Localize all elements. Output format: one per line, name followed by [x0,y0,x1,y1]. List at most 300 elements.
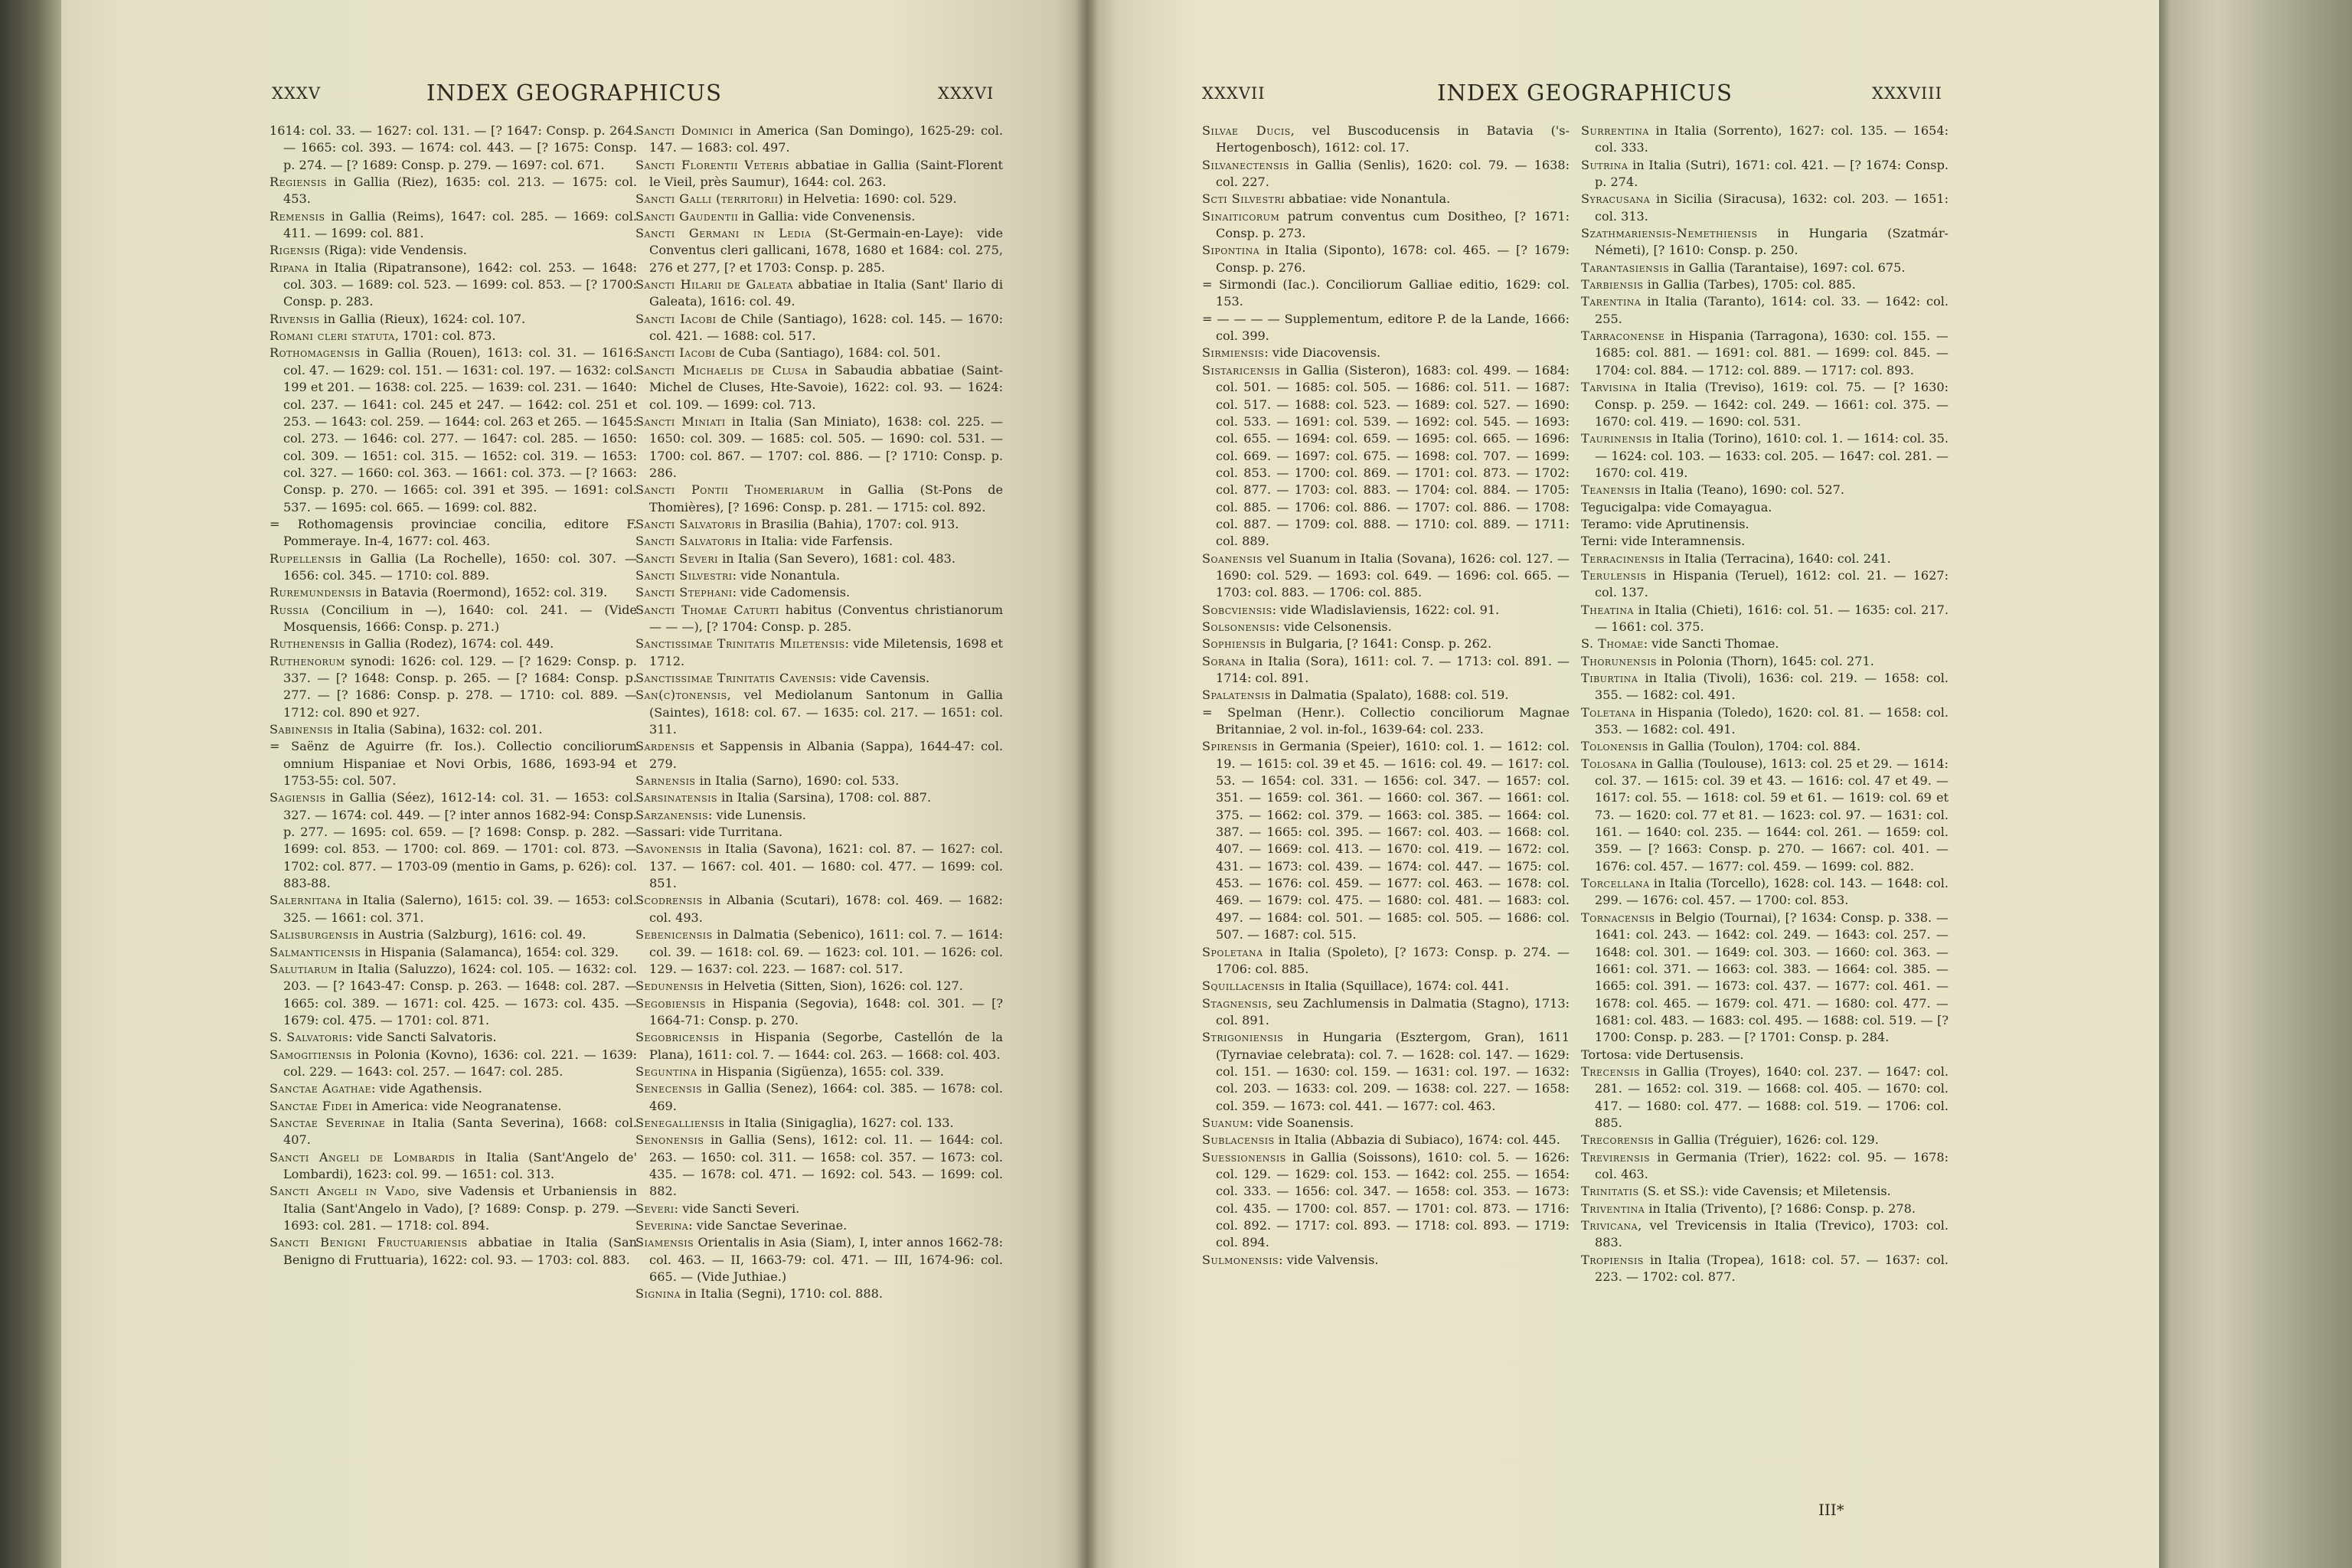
entry-headword: Scti Silvestri [1202,191,1285,207]
entry-headword: Triventina [1581,1200,1645,1216]
entry-text: Sassari: vide Turritana. [635,825,783,840]
entry-text: in Helvetia (Sitten, Sion), 1626: col. 127. [703,978,963,994]
entry-text: : vide Agathensis. [371,1081,482,1096]
index-entry [1581,122,1949,157]
entry-text: in Italia (Chieti), 1616: col. 51. — 1635: col. 217. — 1661: col. 375. [1595,602,1949,634]
entry-headword: Siamensis [635,1235,694,1250]
entry-headword: Sancti Salvatoris [635,534,742,549]
entry-text: in Sabaudia abbatiae (Saint-Michel de Cluses, Hte-Savoie), 1622: col. 93. — 1624: col. 109. — 1699: col. 713. [649,362,1003,412]
index-entry [635,773,1003,789]
index-entry [635,635,1003,670]
index-entry [1202,208,1570,243]
entry-headword: Trecorensis [1581,1132,1655,1148]
index-entry [270,516,637,550]
entry-headword: Trivicana [1581,1218,1638,1233]
entry-text: in Gallia (Troyes), 1640: col. 237. — 1647: col. 281. — 1652: col. 319. — 1668: col. 405. — 1670: col. 417. — 1680: col. 477. — 1688: col. 519. — 1706: col. 885. [1595,1063,1949,1130]
entry-headword: Sistaricensis [1202,362,1281,377]
entry-headword: Sancti Galli (territorii) [635,191,784,207]
entry-text: in Gallia (Sisteron), 1683: col. 499. — 1684: col. 501. — 1685: col. 505. — 1686: col. 511. — 1687: col. 517. — 1688: col. 523. — 1689: col. 527. — 1690: col. 533. — 1691: col. 539. — 1692: col. 545. — 1693: col. 655. — 1694: col. 659. — 1695: col. 665. — 1696: col. 669. — 1697: col. 675. — 1698: col. 707. — 1699: col. 853. — 1700: col. 869. — 1701: col. 873. — 1702: col. 877. — 1703: col. 883. — 1704: col. 884. — 1705: col. 885. — 1706: col. 886. — 1707: col. 886. — 1708: col. 887. — 1709: col. 888. — 1710: col. 889. — 1711: col. 889. [1216,362,1570,549]
index-entry [635,1234,1003,1285]
entry-headword: Sancti Gaudentii [635,208,739,224]
entry-text: in Dalmatia (Sebenico), 1611: col. 7. — 1614: col. 39. — 1618: col. 69. — 1623: col. 101. — 1626: col. 129. — 1637: col. 223. — 1687: col. 517. [649,927,1003,976]
entry-text: (St-Germain-en-Laye): vide Conventus cleri gallicani, 1678, 1680 et 1684: col. 275, 276 et 277, [? et 1703: Consp. p. 285. [649,226,1003,275]
index-entry [1581,260,1949,276]
entry-text: in Italia (Ripatransone), 1642: col. 253. — 1648: col. 303. — 1689: col. 523. — 1699: col. 853. — [? 1700: Consp. p. 283. [283,260,637,309]
entry-headword: Sagiensis [270,790,326,805]
index-entry [1581,293,1949,328]
entry-text: in Italia (Salerno), 1615: col. 39. — 1653: col. 325. — 1661: col. 371. [283,893,637,925]
entry-text: in Gallia (St-Pons de Thomières), [? 1696: Consp. p. 281. — 1715: col. 892. [649,482,1003,514]
entry-text: = Saënz de Aguirre (fr. Ios.). Collectio conciliorum omnium Hispaniae et Novi Orbis, 1686, 1693-94 et 1753-55: col. 507. [270,739,637,789]
entry-headword: Thorunensis [1581,653,1658,668]
entry-text: in Gallia (Tarantaise), 1697: col. 675. [1669,260,1906,275]
index-entry [635,311,1003,345]
entry-headword: Sancti Iacobi [635,345,716,361]
entry-headword: Russia [270,602,309,617]
entry-text: in Austria (Salzburg), 1616: col. 49. [358,927,586,942]
index-entry [635,995,1003,1030]
entry-headword: Terracinensis [1581,550,1665,566]
entry-headword: Senegalliensis [635,1115,725,1130]
index-entry [635,738,1003,773]
entry-headword: Surrentina [1581,123,1649,138]
index-entry [1202,191,1570,207]
entry-headword: Sancti Iacobi [635,311,717,326]
left-page-title: INDEX GEOGRAPHICUS [426,80,722,106]
entry-text: in Gallia: vide Convenensis. [738,208,916,224]
entry-text: : vide Sancti Salvatoris. [348,1030,497,1045]
entry-text: in Italia (Segni), 1710: col. 888. [681,1286,883,1302]
index-entry [1581,756,1949,875]
index-entry [1202,242,1570,276]
index-entry [1581,225,1949,260]
entry-text: in Gallia (Senez), 1664: col. 385. — 1678: col. 469. [649,1081,1003,1113]
entry-headword: Tarantasiensis [1581,260,1670,275]
entry-headword: Ruthenensis [270,636,345,652]
entry-text: : vide Nonantula. [732,567,841,583]
entry-headword: S. Thomae [1581,636,1644,652]
entry-headword: Severi [635,1200,675,1216]
index-entry [270,345,637,515]
entry-text: , vel Trevicensis in Italia (Trevico), 1703: col. 883. [1595,1218,1949,1250]
index-entry [635,122,1003,157]
index-entry [270,328,637,345]
index-entry [270,944,637,961]
index-entry [635,1217,1003,1234]
entry-headword: Tiburtina [1581,671,1638,685]
index-entry [1581,1200,1949,1217]
entry-text: : vide Miletensis, 1698 et 1712. [649,636,1003,668]
entry-text: in Italia (Trivento), [? 1686: Consp. p. 278. [1645,1200,1916,1216]
index-entry [270,892,637,926]
entry-headword: Trinitatis [1581,1184,1639,1199]
entry-headword: Sulmonensis [1202,1252,1279,1267]
entry-headword: Remensis [270,208,325,224]
entry-text: = — — — — Supplementum, editore P. de la Lande, 1666: col. 399. [1202,311,1570,344]
entry-text: in Gallia (Rieux), 1624: col. 107. [319,311,526,326]
entry-text: de Chile (Santiago), 1628: col. 145. — 1670: col. 421. — 1688: col. 517. [649,311,1003,344]
entry-headword: Sanctae Fidei [270,1098,353,1113]
entry-headword: Sedunensis [635,978,704,994]
entry-headword: Tolosana [1581,756,1638,771]
entry-headword: Sanctissimae Trinitatis Cavensis [635,671,832,685]
index-entry [635,482,1003,516]
right-page-column-2 [1581,122,1949,1285]
entry-headword: Solsonensis [1202,619,1276,634]
entry-headword: Rothomagensis [270,345,361,361]
entry-headword: Rigensis [270,243,321,258]
index-entry [635,345,1003,361]
index-entry [270,961,637,1029]
entry-text: in Germania (Trier), 1622: col. 95. — 1678: col. 463. [1595,1149,1949,1181]
index-entry [635,602,1003,636]
entry-text: Teramo: vide Aprutinensis. [1581,516,1749,531]
entry-text: in Italia (Sutri), 1671: col. 421. — [? 1674: Consp. p. 274. [1595,157,1949,190]
entry-text: (S. et SS.): vide Cavensis; et Miletensis. [1638,1184,1891,1199]
index-entry [1581,1183,1949,1200]
index-entry [1202,550,1570,602]
entry-text: in Italia (Teano), 1690: col. 527. [1640,482,1844,498]
entry-text: in Italia (Taranto), 1614: col. 33. — 1642: col. 255. [1595,294,1949,326]
index-entry [270,242,637,259]
entry-headword: Salernitana [270,893,342,908]
entry-headword: Sipontina [1202,243,1260,258]
entry-headword: Salmanticensis [270,944,361,959]
entry-text: in Italia (Abbazia di Subiaco), 1674: col. 445. [1274,1132,1560,1148]
book-cover-right [2159,0,2352,1568]
entry-text: in Gallia (Tarbes), 1705: col. 885. [1643,277,1856,292]
entry-headword: Regiensis [270,175,327,190]
index-entry [270,174,637,208]
entry-headword: Trecensis [1581,1063,1641,1079]
entry-text: in Italia (Tropea), 1618: col. 57. — 1637: col. 223. — 1702: col. 877. [1595,1252,1949,1285]
entry-headword: Sancti Severi [635,550,718,566]
entry-headword: Sublacensis [1202,1132,1275,1148]
index-entry [1581,379,1949,430]
entry-text: in Italia (Sarno), 1690: col. 533. [695,773,900,789]
entry-text: in Hispania (Segorbe, Castellón de la Plana), 1611: col. 7. — 1644: col. 263. — 1668: col. 403. [649,1030,1003,1062]
entry-text: : vide Diacovensis. [1264,345,1381,361]
entry-headword: Samogitiensis [270,1047,352,1062]
index-entry [635,1132,1003,1200]
index-entry [635,276,1003,311]
entry-headword: Sirmiensis [1202,345,1265,361]
index-entry [270,550,637,585]
index-entry [635,225,1003,276]
index-entry [1202,995,1570,1030]
index-entry [635,841,1003,892]
index-entry [635,533,1003,550]
entry-headword: Sinaiticorum [1202,208,1280,224]
index-entry [1581,1217,1949,1252]
index-entry [1581,191,1949,225]
index-entry [635,567,1003,584]
entry-headword: Silvanectensis [1202,157,1289,172]
index-entry [1202,1115,1570,1132]
entry-text: in Gallia (Riez), 1635: col. 213. — 1675: col. 453. [283,175,637,207]
index-entry [1581,1047,1949,1063]
entry-text: in Italia (Terracina), 1640: col. 241. [1664,550,1891,566]
entry-text: in America: vide Neogranatense. [352,1098,562,1113]
index-entry [1202,738,1570,943]
entry-text: Terni: vide Interamnensis. [1581,534,1746,549]
index-entry [270,1115,637,1149]
index-entry [270,1098,637,1115]
entry-text: in Polonia (Kovno), 1636: col. 221. — 1639: col. 229. — 1643: col. 257. — 1647: col. 285. [283,1047,637,1079]
index-entry [270,1029,637,1046]
entry-text: in Bulgaria, [? 1641: Consp. p. 262. [1266,636,1492,652]
entry-headword: Tarraconense [1581,328,1665,344]
entry-text: in Gallia (Séez), 1612-14: col. 31. — 1653: col. 327. — 1674: col. 449. — [? inter annos 1682-94: Consp. p. 277. — 1695: col. 659. — [? 1698: Consp. p. 282. — 1699: col. 853. — 1700: col. 869. — 1701: col. 873. — 1702: col. 877. — 1703-09 (mentio in Gams, p. 626): col. 883-88. [283,790,637,891]
entry-headword: Tropiensis [1581,1252,1644,1267]
entry-text: in Belgio (Tournai), [? 1634: Consp. p. 338. — 1641: col. 243. — 1642: col. 249. — 1643: col. 257. — 1648: col. 301. — 1649: col. 303. — 1660: col. 363. — 1661: col. 371. — 1663: col. 383. — 1664: col. 385. — 1665: col. 391. — 1673: col. 437. — 1677: col. 461. — 1678: col. 465. — 1679: col. 471. — 1680: col. 477. — 1681: col. 483. — 1683: col. 495. — 1688: col. 519. — [? 1700: Consp. p. 283. — [? 1701: Consp. p. 284. [1595,910,1949,1045]
index-entry [635,208,1003,225]
entry-text: in Italia (Torcello), 1628: col. 143. — 1648: col. 299. — 1676: col. 457. — 1700: col. 853. [1595,876,1949,908]
entry-text: in Italia (Santa Severina), 1668: col. 407. [283,1115,637,1148]
index-entry [635,789,1003,806]
index-entry [270,1149,637,1184]
entry-headword: Torcellana [1581,876,1650,891]
index-entry [270,1047,637,1081]
index-entry [635,807,1003,824]
index-entry [1202,1149,1570,1252]
entry-headword: Romani cleri statuta [270,328,395,344]
entry-text: in Gallia (Toulouse), 1613: col. 25 et 29. — 1614: col. 37. — 1615: col. 39 et 43. — 1616: col. 47 et 49. — 1617: col. 55. — 1618: col. 59 et 61. — 1619: col. 69 et 73. — 1620: col. 77 et 81. — 1623: col. 97. — 1631: col. 161. — 1640: col. 235. — 1644: col. 261. — 1659: col. 359. — [? 1663: Consp. p. 270. — 1667: col. 401. — 1676: col. 457. — 1677: col. 459. — 1699: col. 882. [1595,756,1949,874]
entry-headword: Squillacensis [1202,978,1285,994]
entry-headword: Salisburgensis [270,927,359,942]
entry-headword: Trevirensis [1581,1149,1651,1165]
entry-text: in Hispania (Segovia), 1648: col. 301. — [? 1664-71: Consp. p. 270. [649,995,1003,1027]
index-entry [270,602,637,636]
index-entry [635,978,1003,995]
right-page [1087,0,2159,1568]
entry-headword: Senonensis [635,1132,704,1148]
index-entry [1202,345,1570,361]
entry-headword: Sutrina [1581,157,1628,172]
entry-text: : vide Celsonensis. [1276,619,1392,634]
index-entry [635,413,1003,482]
entry-text: et Sappensis in Albania (Sappa), 1644-47: col. 279. [649,739,1003,771]
index-entry [635,584,1003,601]
index-entry [1581,704,1949,739]
signature-mark: III* [1818,1501,1844,1519]
entry-text: 1614: col. 33. — 1627: col. 131. — [? 1647: Consp. p. 264. — 1665: col. 393. — 1674: col. 443. — [? 1675: Consp. p. 274. — [? 1689: Consp. p. 279. — 1697: col. 671. [270,123,637,172]
index-entry [1581,516,1949,533]
index-entry [1202,1132,1570,1148]
entry-headword: Sancti Michaelis de Clusa [635,362,808,377]
index-entry [1581,875,1949,910]
index-entry [1202,687,1570,704]
index-entry [270,1080,637,1097]
entry-headword: Scodrensis [635,893,703,908]
index-entry [1202,635,1570,652]
left-page-number: XXXV [272,84,322,103]
entry-text: in Italia (Sinigaglia), 1627: col. 133. [724,1115,954,1130]
entry-headword: Sancti Salvatoris [635,516,742,531]
entry-text: (Concilium in —), 1640: col. 241. — (Vide Mosquensis, 1666: Consp. p. 271.) [283,602,637,634]
entry-text: in Italia (San Miniato), 1638: col. 225. — 1650: col. 309. — 1685: col. 505. — 1690: col. 531. — 1700: col. 867. — 1707: col. 886. — [? 1710: Consp. p. 286. [649,413,1003,480]
entry-text: in Hungaria (Esztergom, Gran), 1611 (Tyrnaviae celebrata): col. 7. — 1628: col. 147. — 1629: col. 151. — 1630: col. 159. — 1631: col. 197. — 1632: col. 203. — 1633: col. 209. — 1638: col. 227. — 1658: col. 359. — 1673: col. 441. — 1677: col. 463. [1216,1030,1570,1113]
entry-headword: Soanensis [1202,550,1263,566]
entry-text: abbatiae in Gallia (Saint-Florent le Vieil, près Saumur), 1644: col. 263. [649,157,1003,190]
index-entry [1581,1132,1949,1148]
entry-headword: Sabinensis [270,722,334,737]
index-entry [1581,1252,1949,1286]
index-entry [635,1200,1003,1217]
entry-text: in Italia (Sant'Angelo de' Lombardi), 1623: col. 99. — 1651: col. 313. [283,1149,637,1181]
index-entry [1202,311,1570,345]
index-entry [270,584,637,601]
index-entry [1581,602,1949,636]
entry-headword: Tarvisina [1581,380,1637,395]
left-page-header [61,80,1087,110]
index-entry [270,260,637,311]
entry-text: : vide Cavensis. [831,671,930,685]
entry-headword: Theatina [1581,602,1634,617]
entry-text: in Gallia (Rodez), 1674: col. 449. [345,636,554,652]
entry-text: in America (San Domingo), 1625-29: col. 147. — 1683: col. 497. [649,123,1003,155]
index-entry [635,362,1003,413]
entry-text: : vide Sanctae Severinae. [688,1218,848,1233]
entry-headword: Sancti Angeli in Vado [270,1184,416,1199]
index-entry [1202,122,1570,157]
index-entry [635,550,1003,567]
entry-text: : vide Wladislaviensis, 1622: col. 91. [1272,602,1500,617]
entry-headword: Sancti Pontii Thomeriarum [635,482,825,498]
entry-text: in Gallia (La Rochelle), 1650: col. 307. — 1656: col. 345. — 1710: col. 889. [283,550,637,583]
index-entry [1202,362,1570,550]
entry-headword: Tolonensis [1581,739,1648,754]
entry-text: in Sicilia (Siracusa), 1632: col. 203. — 1651: col. 313. [1595,191,1949,224]
index-entry [1581,910,1949,1047]
entry-headword: San(c)tonensis [635,688,727,703]
entry-headword: Salutiarum [270,961,338,976]
entry-text: Tortosa: vide Dertusensis. [1581,1047,1744,1062]
entry-text: = Rothomagensis provinciae concilia, editore F. Pommeraye. In-4, 1677: col. 463. [270,516,637,549]
index-entry [1581,482,1949,498]
index-entry [1581,567,1949,602]
entry-headword: Suanum [1202,1115,1250,1130]
entry-text: in Helvetia: 1690: col. 529. [783,191,957,207]
entry-text: in Italia (Torino), 1610: col. 1. — 1614: col. 35. — 1624: col. 103. — 1633: col. 205. — 1647: col. 281. — 1670: col. 419. [1595,431,1949,480]
entry-headword: Tornacensis [1581,910,1655,925]
entry-text: in Italia (Squillace), 1674: col. 441. [1285,978,1509,994]
entry-text: in Hispania (Salamanca), 1654: col. 329. [361,944,619,959]
entry-headword: Sancti Angeli de Lombardis [270,1149,456,1165]
index-entry [635,1063,1003,1080]
entry-text: synodi: 1626: col. 129. — [? 1629: Consp. p. 337. — [? 1648: Consp. p. 265. — [? 1684: Consp. p. 277. — [? 1686: Consp. p. 278. — 1710: col. 889. — 1712: col. 890 et 927. [283,653,637,720]
index-entry [635,1080,1003,1115]
index-entry [1202,653,1570,688]
right-page-column-1 [1202,122,1570,1269]
index-entry [1581,533,1949,550]
index-entry [1202,1252,1570,1269]
index-entry [1581,328,1949,379]
entry-text: (Riga): vide Vendensis. [320,243,467,258]
entry-text: abbatiae in Italia (San Benigno di Fruttuaria), 1622: col. 93. — 1703: col. 883. [283,1235,638,1267]
entry-headword: Segobiensis [635,995,706,1011]
entry-headword: Silvae Ducis [1202,123,1291,138]
entry-text: : vide Soanensis. [1249,1115,1354,1130]
index-entry [635,1285,1003,1302]
entry-text: in Albania (Scutari), 1678: col. 469. — 1682: col. 493. [649,893,1003,925]
entry-text: in Germania (Speier), 1610: col. 1. — 1612: col. 19. — 1615: col. 39 et 45. — 1616: col. 49. — 1617: col. 53. — 1654: col. 331. — 1656: col. 347. — 1657: col. 351. — 1659: col. 361. — 1660: col. 367. — 1661: col. 375. — 1662: col. 379. — 1663: col. 385. — 1664: col. 387. — 1665: col. 395. — 1667: col. 403. — 1668: col. 407. — 1669: col. 413. — 1670: col. 419. — 1672: col. 431. — 1673: col. 439. — 1674: col. 447. — 1675: col. 453. — 1676: col. 459. — 1677: col. 463. — 1678: col. 469. — 1679: col. 475. — 1680: col. 481. — 1683: col. 497. — 1684: col. 501. — 1685: col. 505. — 1686: col. 507. — 1687: col. 515. [1216,739,1570,942]
entry-text: , vel Mediolanum Santonum in Gallia (Saintes), 1618: col. 67. — 1635: col. 217. — 1651: col. 311. [649,688,1003,737]
index-entry [270,1183,637,1234]
entry-headword: Severina [635,1218,689,1233]
entry-text: in Gallia (Senlis), 1620: col. 79. — 1638: col. 227. [1216,157,1570,190]
entry-headword: Spirensis [1202,739,1258,754]
entry-headword: Seguntina [635,1063,697,1079]
entry-text: in Batavia (Roermond), 1652: col. 319. [361,585,608,600]
entry-text: = Sirmondi (Iac.). Conciliorum Galliae editio, 1629: col. 153. [1202,277,1570,309]
entry-headword: Sancti Silvestri [635,567,733,583]
index-entry [1202,276,1570,311]
index-entry [270,208,637,243]
entry-headword: Segobricensis [635,1030,720,1045]
entry-text: in Italia: vide Farfensis. [741,534,893,549]
entry-headword: Toletana [1581,704,1636,720]
index-entry [1581,738,1949,755]
entry-headword: Sophiensis [1202,636,1266,652]
entry-headword: Ruthenorum [270,653,345,668]
index-entry [1581,550,1949,567]
index-entry [635,157,1003,191]
right-page-header [1087,80,2159,110]
index-entry [270,721,637,738]
index-entry [270,653,637,721]
index-entry [1202,944,1570,978]
entry-headword: Szathmariensis-Nemethiensis [1581,226,1758,241]
book-cover-left [0,0,61,1568]
entry-text: patrum conventus cum Dositheo, [? 1671: Consp. p. 273. [1216,208,1570,241]
index-entry [635,824,1003,841]
entry-text: in Italia (Spoleto), [? 1673: Consp. p. 274. — 1706: col. 885. [1216,944,1570,976]
entry-headword: Suessionensis [1202,1149,1286,1165]
entry-text: : vide Cadomensis. [732,585,851,600]
entry-text: , seu Zachlumensis in Dalmatia (Stagno), 1713: col. 891. [1216,995,1570,1027]
entry-text: in Italia (Tivoli), 1636: col. 219. — 1658: col. 355. — 1682: col. 491. [1595,671,1949,703]
entry-text: in Italia (Sora), 1611: col. 7. — 1713: col. 891. — 1714: col. 891. [1216,653,1570,685]
index-entry [1581,1149,1949,1184]
entry-text: de Cuba (Santiago), 1684: col. 501. [715,345,941,361]
entry-headword: Sebenicensis [635,927,713,942]
entry-text: in Hungaria (Szatmár-Németi), [? 1610: Consp. p. 250. [1595,226,1949,258]
entry-headword: Syracusana [1581,191,1651,207]
entry-text: : vide Lunensis. [708,807,806,822]
index-entry [1581,670,1949,704]
index-entry [1581,653,1949,670]
index-entry [635,191,1003,207]
entry-headword: Sancti Thomae Caturti [635,602,779,617]
right-page-title: INDEX GEOGRAPHICUS [1437,80,1733,106]
entry-text: Orientalis in Asia (Siam), I, inter annos 1662-78: col. 463. — II, 1663-79: col. 471. — III, 1674-96: col. 665. — (Vide Juthiae.) [649,1235,1003,1285]
index-entry [1581,276,1949,293]
entry-headword: Sanctae Severinae [270,1115,386,1130]
entry-text: in Dalmatia (Spalato), 1688: col. 519. [1270,688,1509,703]
entry-text: = Spelman (Henr.). Collectio conciliorum Magnae Britanniae, 2 vol. in-fol., 1639-64: col. 233. [1202,704,1570,737]
entry-headword: Tarbiensis [1581,277,1644,292]
index-entry [635,516,1003,533]
index-entry [1202,704,1570,739]
index-entry [1202,978,1570,995]
entry-text: : vide Valvensis. [1279,1252,1379,1267]
entry-headword: Terulensis [1581,567,1647,583]
entry-text: abbatiae: vide Nonantula. [1285,191,1451,207]
right-page-number-right: XXXVIII [1872,84,1942,103]
index-entry [1581,157,1949,191]
index-entry [1202,1029,1570,1115]
